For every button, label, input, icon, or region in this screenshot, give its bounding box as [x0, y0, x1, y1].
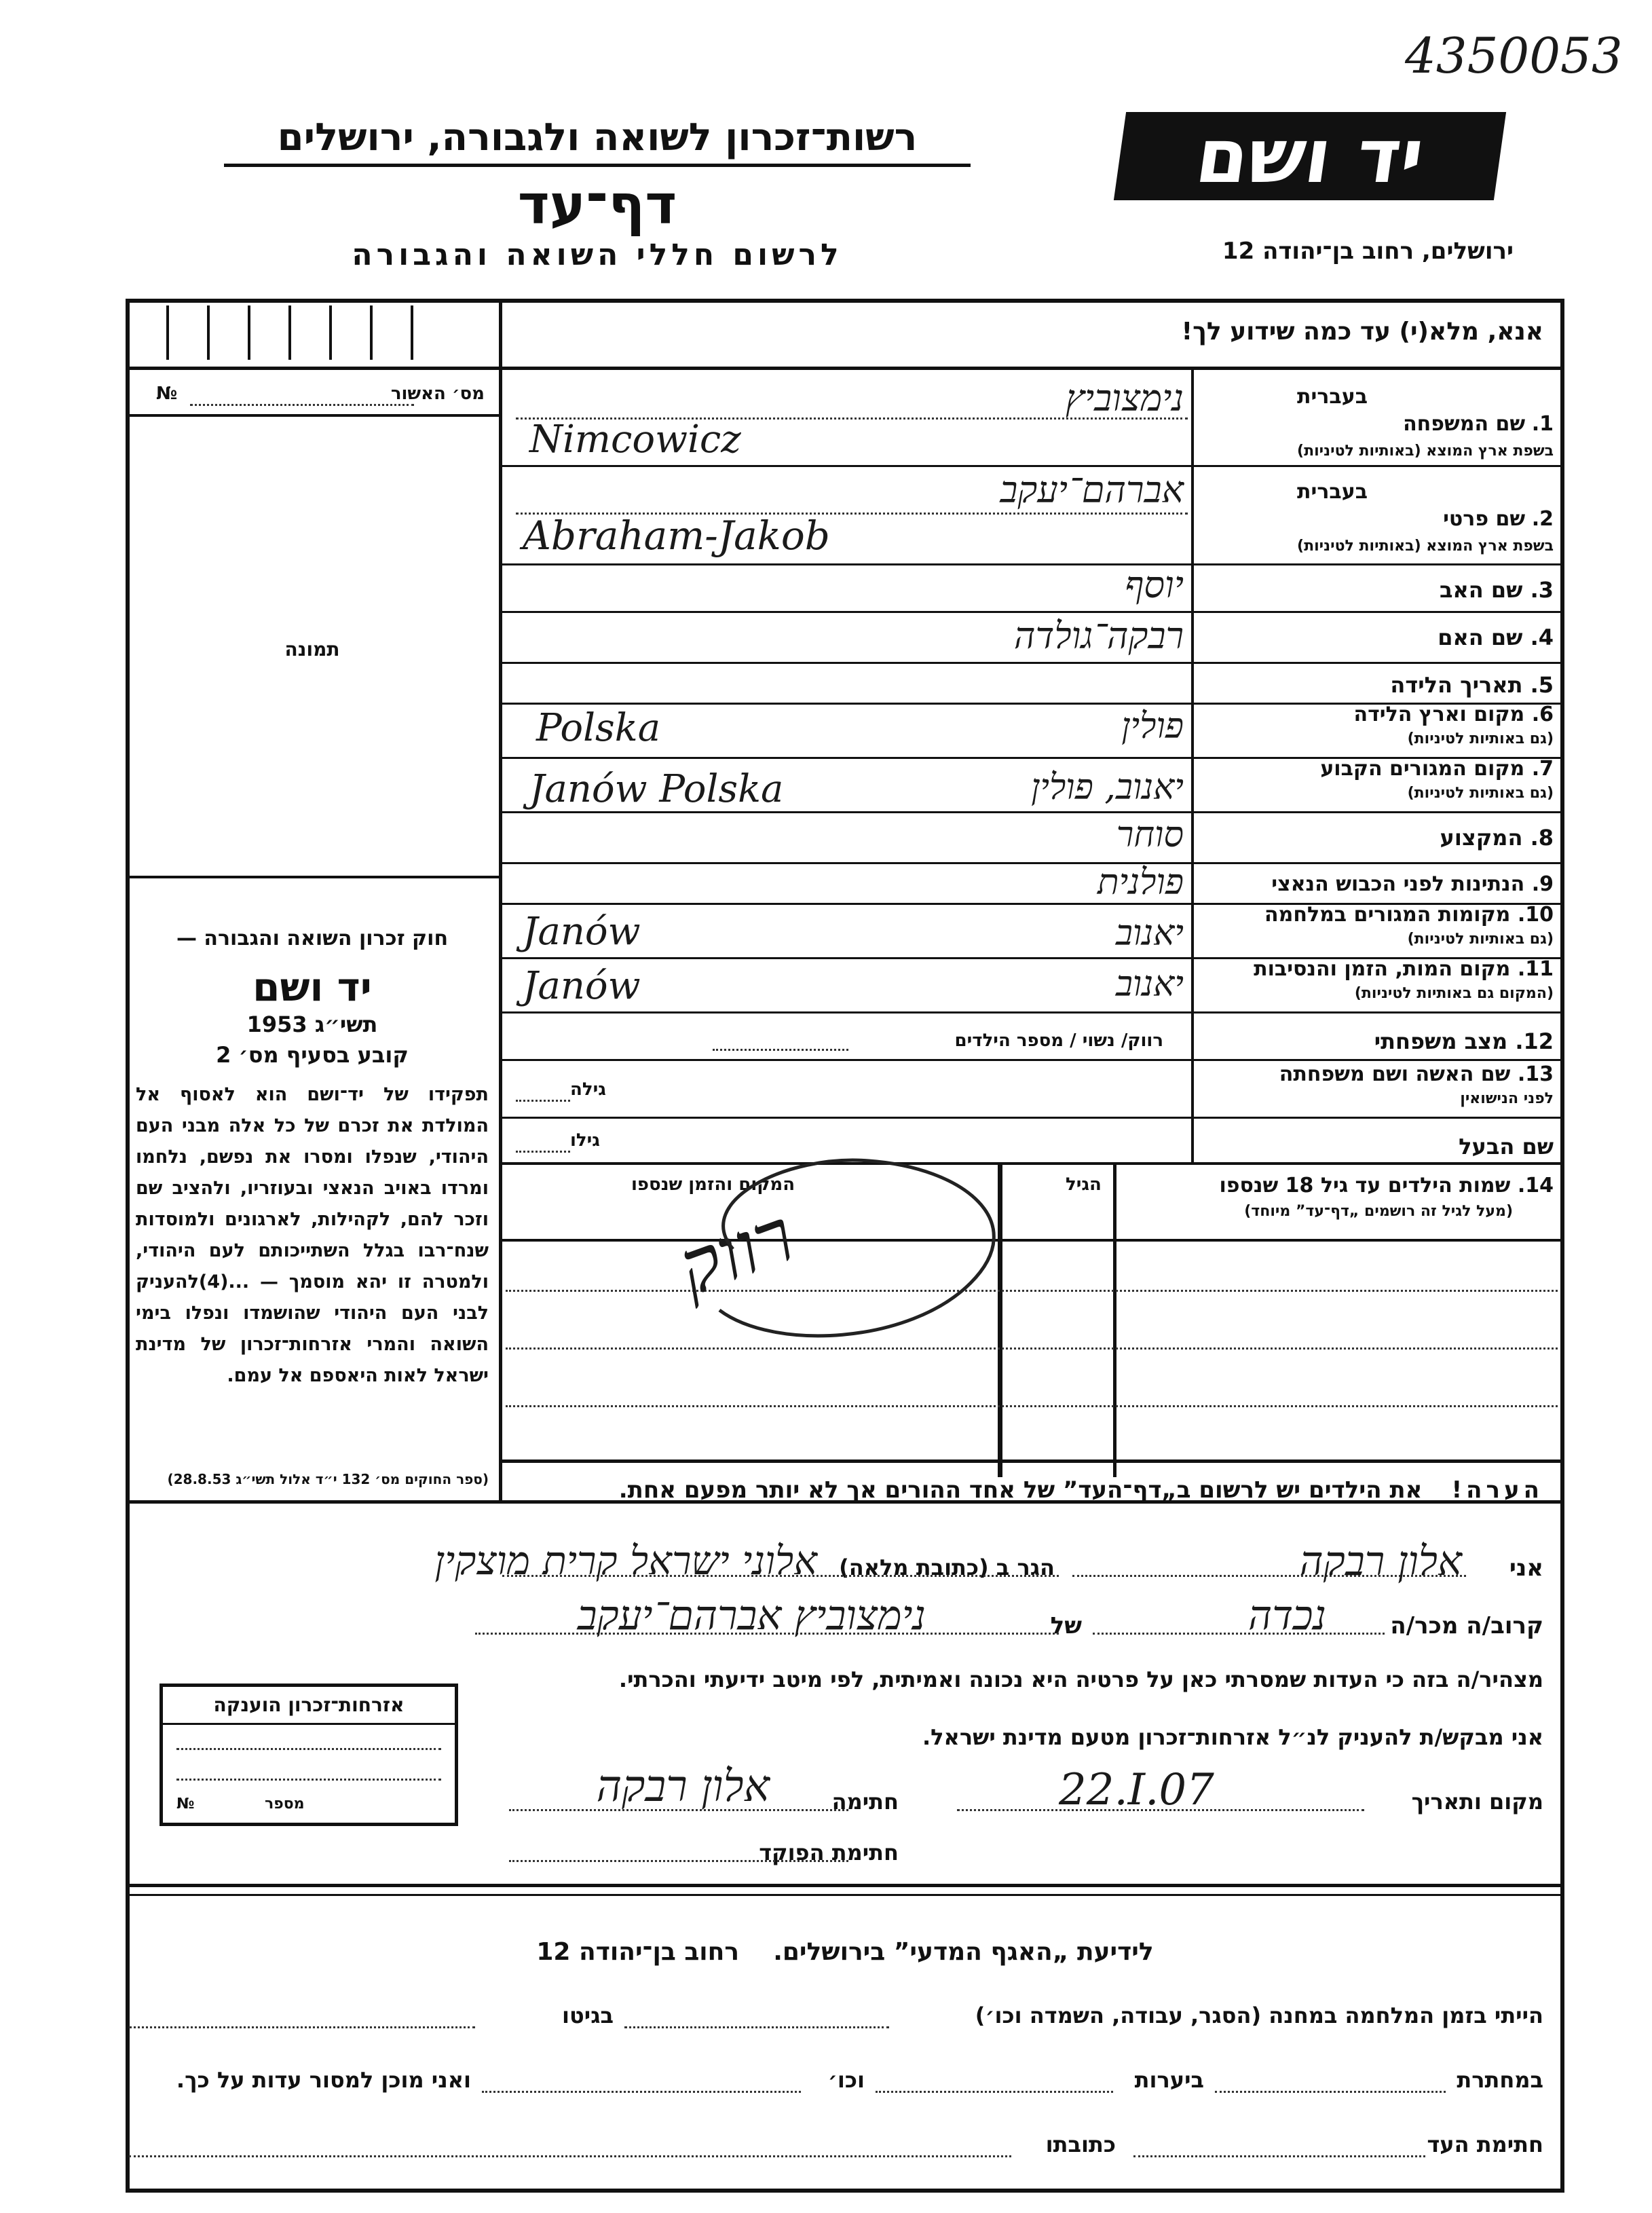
field-death-place-label: 11. מקום המות, הזמן והנסיבות (המקום גם באותיות לטיניות)	[1254, 957, 1554, 1002]
footer-line2-underground: במחתרת	[1457, 2067, 1543, 2093]
field-family-name-label: בעברית 1. שם המשפחה בשפת ארץ המוצא (באותיות לטיניות)	[1297, 385, 1554, 460]
field-mother-name-value: רבקה־גולדה	[1013, 614, 1184, 657]
declaration-relation-value: נכדה	[1248, 1592, 1326, 1639]
field-first-name-hebrew: אברהם־יעקב	[1000, 468, 1184, 511]
children-col-age: הגיל	[1066, 1174, 1102, 1195]
declaration-i-label: אני	[1509, 1555, 1543, 1582]
field-death-place-hebrew: יאנוב	[1115, 964, 1184, 1005]
note-row	[619, 1476, 1543, 1504]
field-first-name-latin: Abraham-Jakob	[523, 513, 830, 559]
footer-line2-etc: וכו׳	[827, 2067, 865, 2093]
place-date-label: מקום ותאריך	[1411, 1789, 1543, 1815]
law-source: (ספר החוקים מס׳ 132 י״ד אלול תשי״ג 28.8.53)	[167, 1471, 489, 1487]
footer-witness-signature-label: חתימת העד	[1427, 2132, 1543, 2157]
field-family-name-hebrew: נימצוביץ	[1065, 377, 1184, 420]
field-husband-name-label: שם הבעל	[1459, 1134, 1554, 1159]
footer-witness-address-label: כתובתו	[1045, 2132, 1116, 2157]
field-profession-value: סוחר	[1116, 815, 1184, 855]
law-name: יד ושם	[252, 964, 372, 1010]
declaration-of-value: נימצוביץ אברהם־יעקב	[577, 1592, 926, 1639]
field-wife-age-label: גילה	[570, 1079, 606, 1100]
field-marital-status-value: רווק/ נשוי / מספר הילדים	[954, 1030, 1163, 1051]
field-father-name-value: יוסף	[1125, 563, 1184, 606]
officer-signature-label: חתימת הפוקד	[759, 1840, 899, 1865]
declaration-statement: מצהיר/ה בזה כי העדות שמסרתי כאן על פרטיה היא נכונה ואמיתית, לפי מיטב ידיעתי והכרתי.	[618, 1667, 1543, 1692]
footer-address: רחוב בן־יהודה 12	[536, 1938, 740, 1966]
form-title: דף־עד	[517, 173, 677, 236]
field-father-name-label: 3. שם האב	[1439, 577, 1554, 603]
law-heading: חוק זכרון השואה והגבורה —	[176, 927, 449, 950]
children-col-place: המקום והזמן שנספו	[631, 1174, 795, 1195]
field-birth-place-label: 6. מקום וארץ הלידה (גם באותיות לטיניות)	[1353, 703, 1554, 747]
declaration-of-label: של	[1050, 1612, 1082, 1639]
instruction-text: אנא, מלא(י) עד כמה שידוע לך!	[1181, 318, 1543, 346]
field-wife-name-label: 13. שם האשה ושם משפחתה לפני הנישואין	[1279, 1062, 1554, 1107]
approval-no-mark: №	[156, 384, 178, 404]
law-year: תשי״ג 1953	[246, 1011, 378, 1037]
footer-title-row	[126, 1938, 1564, 1966]
field-citizenship-label: 9. הנתינות לפני הכבוש הנאצי	[1271, 872, 1554, 896]
citizenship-box	[159, 1684, 458, 1826]
footer-line2-testify: ואני מוכן למסור עדות על כך.	[176, 2067, 471, 2093]
field-residence-latin: Janów Polska	[529, 767, 784, 811]
footer-line1-ghetto: בגיטו	[562, 2003, 614, 2028]
signature-label: חתימה	[831, 1789, 899, 1815]
field-family-name-latin: Nimcowicz	[529, 417, 741, 462]
field-mother-name-label: 4. שם האם	[1438, 625, 1554, 650]
field-husband-age-label: גילו	[570, 1130, 600, 1151]
declaration-resides-value: אלוני ישראל קרית מוצקין	[434, 1538, 817, 1584]
handwritten-loop	[652, 1147, 1059, 1364]
footer-line2-forests: ביערות	[1134, 2067, 1204, 2093]
document-number: 4350053	[1405, 27, 1623, 84]
field-birth-place-hebrew: פולין	[1121, 706, 1184, 747]
authority-heading: רשות־זכרון לשואה ולגבורה, ירושלים	[224, 115, 971, 167]
signature-value: אלון רבקה	[596, 1762, 770, 1812]
header-address: ירושלים, רחוב בן־יהודה 12	[1222, 238, 1514, 265]
children-header: 14. שמות הילדים עד גיל 18 שנספו (מעל לגיל זה רושמים „דף־עד” מיוחד)	[1219, 1174, 1554, 1220]
field-birth-date-label: 5. תאריך הלידה	[1390, 672, 1554, 698]
citizenship-box-number-label: מספר	[265, 1796, 305, 1812]
yad-vashem-logo: יד ושם	[1114, 112, 1506, 200]
field-wartime-residence-hebrew: יאנוב	[1115, 913, 1184, 954]
note-label: הערה!	[1451, 1476, 1543, 1504]
field-wartime-residence-label: 10. מקומות המגורים במלחמה (גם באותיות לטיניות)	[1264, 903, 1554, 948]
citizenship-box-title: אזרחות־זכרון הוענקה	[163, 1687, 455, 1725]
field-first-name-label: בעברית 2. שם פרטי בשפת ארץ המוצא (באותיות לטיניות)	[1297, 480, 1554, 555]
photo-label: תמונה	[284, 638, 340, 661]
note-text: את הילדים יש לרשום ב„דף־העד” של אחד ההורים אך לא יותר מפעם אחת.	[618, 1476, 1423, 1504]
footer-title: לידיעת „האגף המדעי” בירושלים.	[773, 1938, 1154, 1966]
declaration-resides-label: הגר ב (כתובת מלאה)	[839, 1555, 1055, 1580]
law-clause: קובע בסעיף מס׳ 2	[216, 1042, 409, 1068]
field-death-place-latin: Janów	[523, 964, 641, 1008]
children-scribble: רווק	[667, 1191, 805, 1313]
approval-number-label: מס׳ האשור	[390, 384, 485, 404]
field-profession-label: 8. המקצוע	[1440, 825, 1554, 851]
declaration-request: אני מבקש/ת להעניק לנ״ל אזרחות־זכרון מטעם מדינת ישראל.	[922, 1724, 1543, 1750]
declaration-i-value: אלון רבקה	[1299, 1538, 1462, 1585]
declaration-relation-label: קרוב/ה מכר/ה	[1390, 1612, 1543, 1639]
field-marital-status-label: 12. מצב משפחתי	[1374, 1028, 1554, 1054]
field-citizenship-value: פולנית	[1097, 862, 1184, 903]
law-text: תפקידו של יד־ושם הוא לאסוף אל המולדת את זכרם של כל אלה מבני העם היהודי, שנפלו ומסרו את נפשם, נלחמו ומרדו באויב הנאצי ובעוזריו, ולהציב שם וזכר להם, לקהילות, לארגונים ולמוסדות שנח־רבו בגלל השתייכותם לעם היהודי, ולמטרה זו יהא מוסמך — ...(4)להעניק לבני העם היהודי שהושמדו ונפלו בימי השואה והמרי אזרחות־זכרון של מדינת ישראל לאות היאספם אל עמם.	[136, 1084, 489, 1386]
citizenship-box-no-mark: №	[176, 1796, 195, 1812]
field-birth-place-latin: Polska	[536, 706, 661, 750]
form-subtitle: לרשום חללי השואה והגבורה	[352, 238, 843, 272]
field-residence-label: 7. מקום המגורים הקבוע (גם באותיות לטיניות)	[1320, 757, 1554, 802]
place-date-value: 22.I.07	[1059, 1765, 1214, 1815]
footer-line1-camp: הייתי בזמן המלחמה במחנה (הסגר, עבודה, השמדה וכו׳)	[975, 2003, 1543, 2028]
field-residence-hebrew: יאנוב, פולין	[1031, 767, 1184, 808]
field-wartime-residence-latin: Janów	[523, 910, 641, 954]
code-boxes	[126, 299, 499, 367]
